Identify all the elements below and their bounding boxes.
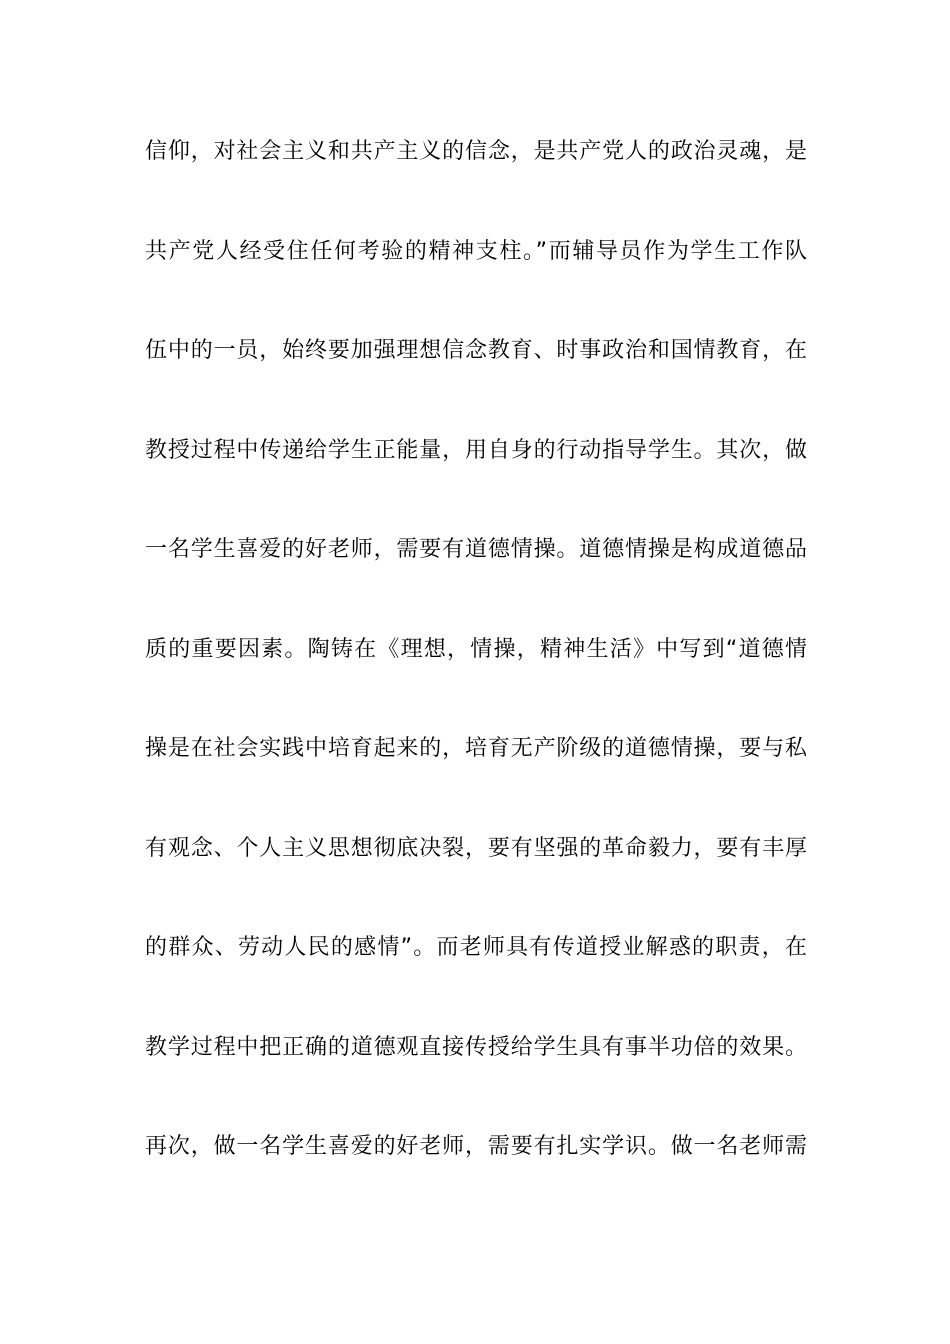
text-line-11: 再次，做一名学生喜爱的好老师，需要有扎实学识。做一名老师需 [145, 1134, 807, 1159]
text-line-2: 共产党人经受住任何考验的精神支柱。”而辅导员作为学生工作队 [145, 238, 807, 264]
text-line-4: 教授过程中传递给学生正能量，用自身的行动指导学生。其次，做 [145, 437, 807, 463]
text-line-8: 有观念、个人主义思想彻底决裂，要有坚强的革命毅力，要有丰厚 [145, 835, 807, 861]
text-line-6: 质的重要因素。陶铸在《理想，情操，精神生活》中写到“道德情 [145, 636, 807, 662]
text-line-5: 一名学生喜爱的好老师，需要有道德情操。道德情操是构成道德品 [145, 537, 807, 562]
text-line-10: 教学过程中把正确的道德观直接传授给学生具有事半功倍的效果。 [145, 1034, 807, 1060]
text-line-1: 信仰，对社会主义和共产主义的信念，是共产党人的政治灵魂，是 [145, 139, 807, 164]
document-body-text [145, 130, 807, 1225]
text-line-3: 伍中的一员，始终要加强理想信念教育、时事政治和国情教育，在 [145, 338, 807, 363]
text-line-7: 操是在社会实践中培育起来的，培育无产阶级的道德情操，要与私 [145, 736, 807, 761]
text-line-9: 的群众、劳动人民的感情”。而老师具有传道授业解惑的职责，在 [145, 935, 807, 960]
